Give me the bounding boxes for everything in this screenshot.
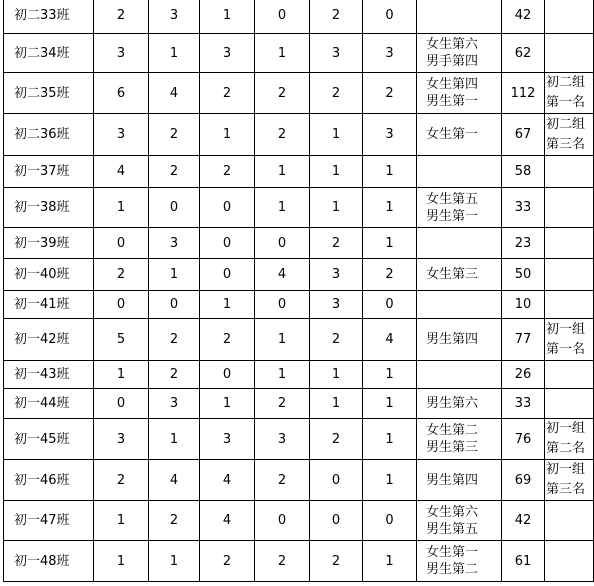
group-rank-cell[interactable]	[545, 228, 594, 259]
score-cell[interactable]: 2	[94, 460, 149, 501]
score-cell[interactable]: 0	[255, 0, 310, 34]
score-cell[interactable]: 1	[310, 389, 363, 419]
score-cell[interactable]: 1	[200, 0, 255, 34]
score-cell[interactable]: 6	[94, 73, 149, 114]
score-cell[interactable]: 2	[255, 114, 310, 156]
award-note-line: 女生第三	[426, 267, 479, 282]
group-rank-line: 初一组	[546, 462, 586, 477]
group-rank-cell[interactable]	[545, 73, 594, 114]
score-cell[interactable]: 4	[200, 501, 255, 541]
group-rank-line: 初二组	[546, 116, 586, 132]
class-name-cell[interactable]: 初一42班	[4, 319, 94, 361]
group-rank-cell[interactable]	[545, 34, 594, 73]
class-name-cell[interactable]: 初二36班	[4, 114, 94, 156]
group-rank-line: 第一名	[546, 341, 586, 357]
table-row[interactable]	[4, 501, 594, 541]
group-rank-cell[interactable]	[545, 460, 594, 501]
score-cell[interactable]: 1	[200, 389, 255, 419]
score-cell[interactable]: 1	[200, 291, 255, 319]
score-cell[interactable]: 1	[94, 361, 149, 389]
award-note-line: 男生第六	[426, 396, 479, 411]
award-note-line: 男生第一	[426, 208, 479, 224]
score-cell[interactable]: 3	[200, 419, 255, 460]
group-rank-line: 第三名	[546, 136, 586, 152]
score-cell[interactable]: 1	[363, 389, 417, 419]
class-name-cell[interactable]: 初二34班	[4, 34, 94, 73]
group-rank-line: 第一名	[546, 95, 586, 110]
group-rank-cell[interactable]	[545, 319, 594, 361]
award-note-cell[interactable]	[417, 291, 502, 319]
table-row[interactable]	[4, 460, 594, 501]
award-note-line: 男生第三	[426, 440, 479, 455]
award-note-cell[interactable]	[417, 188, 502, 228]
score-cell[interactable]: 2	[363, 259, 417, 291]
table-row[interactable]	[4, 156, 594, 188]
score-cell[interactable]: 3	[94, 114, 149, 156]
total-score-cell[interactable]: 76	[502, 419, 545, 460]
group-rank-line: 第二名	[546, 441, 586, 456]
score-cell[interactable]: 2	[200, 156, 255, 188]
group-rank-cell[interactable]	[545, 361, 594, 389]
score-cell[interactable]: 0	[363, 501, 417, 541]
score-cell[interactable]: 2	[149, 501, 200, 541]
group-rank-cell[interactable]	[545, 0, 594, 34]
group-rank-line: 初一组	[546, 421, 586, 436]
class-name-cell[interactable]: 初一38班	[4, 188, 94, 228]
score-cell[interactable]: 4	[363, 319, 417, 361]
total-score-cell[interactable]: 50	[502, 259, 545, 291]
score-cell[interactable]: 1	[363, 541, 417, 582]
score-cell[interactable]: 2	[363, 73, 417, 114]
score-cell[interactable]: 3	[149, 389, 200, 419]
score-cell[interactable]: 0	[94, 291, 149, 319]
score-cell[interactable]: 4	[255, 259, 310, 291]
table-row[interactable]	[4, 319, 594, 361]
score-cell[interactable]: 3	[363, 114, 417, 156]
table-row[interactable]	[4, 291, 594, 319]
table-row[interactable]	[4, 73, 594, 114]
score-cell[interactable]: 4	[94, 156, 149, 188]
award-note-cell[interactable]	[417, 361, 502, 389]
award-note-cell[interactable]	[417, 228, 502, 259]
score-cell[interactable]: 0	[255, 228, 310, 259]
award-note-cell[interactable]	[417, 156, 502, 188]
class-name-cell[interactable]: 初一44班	[4, 389, 94, 419]
award-note-cell[interactable]	[417, 73, 502, 114]
score-cell[interactable]: 2	[149, 361, 200, 389]
award-note-line: 女生第二	[426, 423, 479, 438]
table-row[interactable]	[4, 228, 594, 259]
score-cell[interactable]: 1	[310, 361, 363, 389]
score-cell[interactable]: 0	[94, 228, 149, 259]
award-note-line: 男生第四	[426, 332, 479, 347]
class-name-cell[interactable]: 初一45班	[4, 419, 94, 460]
score-cell[interactable]: 3	[149, 0, 200, 34]
award-note-cell[interactable]	[417, 541, 502, 582]
table-row[interactable]	[4, 389, 594, 419]
award-note-cell[interactable]	[417, 114, 502, 156]
score-cell[interactable]: 3	[255, 419, 310, 460]
score-cell[interactable]: 0	[149, 291, 200, 319]
score-cell[interactable]: 1	[363, 419, 417, 460]
score-cell[interactable]: 0	[310, 501, 363, 541]
class-name-cell[interactable]: 初一41班	[4, 291, 94, 319]
score-cell[interactable]: 2	[255, 389, 310, 419]
score-cell[interactable]: 1	[149, 419, 200, 460]
score-cell[interactable]: 1	[94, 541, 149, 582]
group-rank-cell[interactable]	[545, 291, 594, 319]
group-rank-cell[interactable]	[545, 541, 594, 582]
score-cell[interactable]: 2	[200, 541, 255, 582]
score-cell[interactable]: 0	[200, 361, 255, 389]
score-cell[interactable]: 0	[200, 188, 255, 228]
score-cell[interactable]: 0	[200, 228, 255, 259]
class-name-cell[interactable]: 初一47班	[4, 501, 94, 541]
score-cell[interactable]: 2	[94, 0, 149, 34]
score-cell[interactable]: 2	[310, 228, 363, 259]
award-note-cell[interactable]	[417, 460, 502, 501]
score-cell[interactable]: 0	[255, 291, 310, 319]
score-cell[interactable]: 1	[255, 319, 310, 361]
score-cell[interactable]: 1	[255, 188, 310, 228]
score-cell[interactable]: 3	[200, 34, 255, 73]
total-score-cell[interactable]: 42	[502, 501, 545, 541]
group-rank-cell[interactable]	[545, 156, 594, 188]
score-cell[interactable]: 2	[94, 259, 149, 291]
score-cell[interactable]: 0	[363, 0, 417, 34]
award-note-line: 男生第二	[426, 562, 479, 577]
score-cell[interactable]: 0	[255, 501, 310, 541]
class-name-cell[interactable]: 初一37班	[4, 156, 94, 188]
score-cell[interactable]: 3	[149, 228, 200, 259]
score-cell[interactable]: 1	[310, 114, 363, 156]
total-score-cell[interactable]: 33	[502, 188, 545, 228]
score-cell[interactable]: 2	[149, 114, 200, 156]
total-score-cell[interactable]: 61	[502, 541, 545, 582]
award-note-cell[interactable]	[417, 259, 502, 291]
award-note-cell[interactable]	[417, 0, 502, 34]
score-cell[interactable]: 1	[149, 541, 200, 582]
score-cell[interactable]: 5	[94, 319, 149, 361]
score-cell[interactable]: 1	[363, 361, 417, 389]
score-cell[interactable]: 1	[200, 114, 255, 156]
score-cell[interactable]: 3	[94, 34, 149, 73]
award-note-line: 女生第六	[426, 504, 479, 520]
table-row[interactable]	[4, 541, 594, 582]
score-cell[interactable]: 2	[310, 419, 363, 460]
table-row[interactable]	[4, 259, 594, 291]
total-score-cell[interactable]: 23	[502, 228, 545, 259]
score-cell[interactable]: 1	[149, 34, 200, 73]
table-row[interactable]	[4, 361, 594, 389]
award-note-cell[interactable]	[417, 419, 502, 460]
score-cell[interactable]: 1	[255, 34, 310, 73]
score-cell[interactable]: 0	[310, 460, 363, 501]
award-note-cell[interactable]	[417, 501, 502, 541]
score-cell[interactable]: 4	[149, 460, 200, 501]
score-cell[interactable]: 1	[310, 188, 363, 228]
award-note-cell[interactable]	[417, 389, 502, 419]
class-name-cell[interactable]: 初一43班	[4, 361, 94, 389]
score-cell[interactable]: 0	[200, 259, 255, 291]
class-name-cell[interactable]: 初一40班	[4, 259, 94, 291]
award-note-line: 男生第五	[426, 521, 479, 537]
total-score-cell[interactable]: 26	[502, 361, 545, 389]
class-name-cell[interactable]: 初二35班	[4, 73, 94, 114]
total-score-cell[interactable]: 62	[502, 34, 545, 73]
award-note-line: 男生第一	[426, 94, 479, 109]
table-row[interactable]	[4, 34, 594, 73]
score-cell[interactable]: 2	[200, 319, 255, 361]
score-cell[interactable]: 2	[149, 156, 200, 188]
award-note-line: 女生第一	[426, 127, 479, 142]
class-name-cell[interactable]: 初一39班	[4, 228, 94, 259]
total-score-cell[interactable]: 10	[502, 291, 545, 319]
award-note-line: 男生第四	[426, 472, 479, 488]
score-cell[interactable]: 1	[94, 501, 149, 541]
score-cell[interactable]: 2	[149, 319, 200, 361]
score-cell[interactable]: 1	[310, 156, 363, 188]
score-cell[interactable]: 3	[310, 259, 363, 291]
score-cell[interactable]: 1	[363, 156, 417, 188]
table-body	[4, 0, 594, 582]
group-rank-line: 第三名	[546, 482, 586, 497]
table-row[interactable]	[4, 0, 594, 34]
score-cell[interactable]: 0	[363, 291, 417, 319]
score-cell[interactable]: 1	[255, 156, 310, 188]
score-cell[interactable]: 2	[255, 460, 310, 501]
score-cell[interactable]: 3	[310, 34, 363, 73]
total-score-cell[interactable]: 77	[502, 319, 545, 361]
award-note-line: 女生第一	[426, 545, 479, 560]
score-cell[interactable]: 3	[94, 419, 149, 460]
score-cell[interactable]: 2	[200, 73, 255, 114]
award-note-line: 女生第六	[426, 37, 479, 52]
score-cell[interactable]: 1	[255, 361, 310, 389]
score-cell[interactable]: 2	[310, 73, 363, 114]
award-note-line: 女生第四	[426, 77, 479, 92]
score-cell[interactable]: 1	[363, 188, 417, 228]
score-cell[interactable]: 3	[363, 34, 417, 73]
score-cell[interactable]: 1	[94, 188, 149, 228]
score-cell[interactable]: 1	[363, 228, 417, 259]
score-cell[interactable]: 2	[310, 541, 363, 582]
score-cell[interactable]: 2	[310, 0, 363, 34]
score-cell[interactable]: 2	[255, 541, 310, 582]
score-cell[interactable]: 2	[255, 73, 310, 114]
group-rank-line: 初一组	[546, 321, 586, 337]
score-cell[interactable]: 3	[310, 291, 363, 319]
group-rank-line: 初二组	[546, 75, 586, 90]
class-name-cell[interactable]: 初一48班	[4, 541, 94, 582]
class-name-cell[interactable]: 初二33班	[4, 0, 94, 34]
group-rank-cell[interactable]	[545, 389, 594, 419]
award-note-line: 男手第四	[426, 54, 479, 69]
group-rank-cell[interactable]	[545, 501, 594, 541]
group-rank-cell[interactable]	[545, 188, 594, 228]
award-note-line: 女生第五	[426, 191, 479, 207]
class-name-cell[interactable]: 初一46班	[4, 460, 94, 501]
score-cell[interactable]: 4	[149, 73, 200, 114]
group-rank-cell[interactable]	[545, 114, 594, 156]
table-row[interactable]	[4, 419, 594, 460]
score-cell[interactable]: 0	[149, 188, 200, 228]
table-row[interactable]	[4, 188, 594, 228]
score-cell[interactable]: 1	[149, 259, 200, 291]
score-cell[interactable]: 1	[363, 460, 417, 501]
award-note-cell[interactable]	[417, 34, 502, 73]
total-score-cell[interactable]: 33	[502, 389, 545, 419]
score-cell[interactable]: 2	[310, 319, 363, 361]
results-table	[3, 0, 594, 582]
total-score-cell[interactable]: 112	[502, 73, 545, 114]
total-score-cell[interactable]: 58	[502, 156, 545, 188]
table-row[interactable]	[4, 114, 594, 156]
score-cell[interactable]: 4	[200, 460, 255, 501]
award-note-cell[interactable]	[417, 319, 502, 361]
total-score-cell[interactable]: 67	[502, 114, 545, 156]
total-score-cell[interactable]: 69	[502, 460, 545, 501]
group-rank-cell[interactable]	[545, 419, 594, 460]
score-cell[interactable]: 0	[94, 389, 149, 419]
group-rank-cell[interactable]	[545, 259, 594, 291]
total-score-cell[interactable]: 42	[502, 0, 545, 34]
